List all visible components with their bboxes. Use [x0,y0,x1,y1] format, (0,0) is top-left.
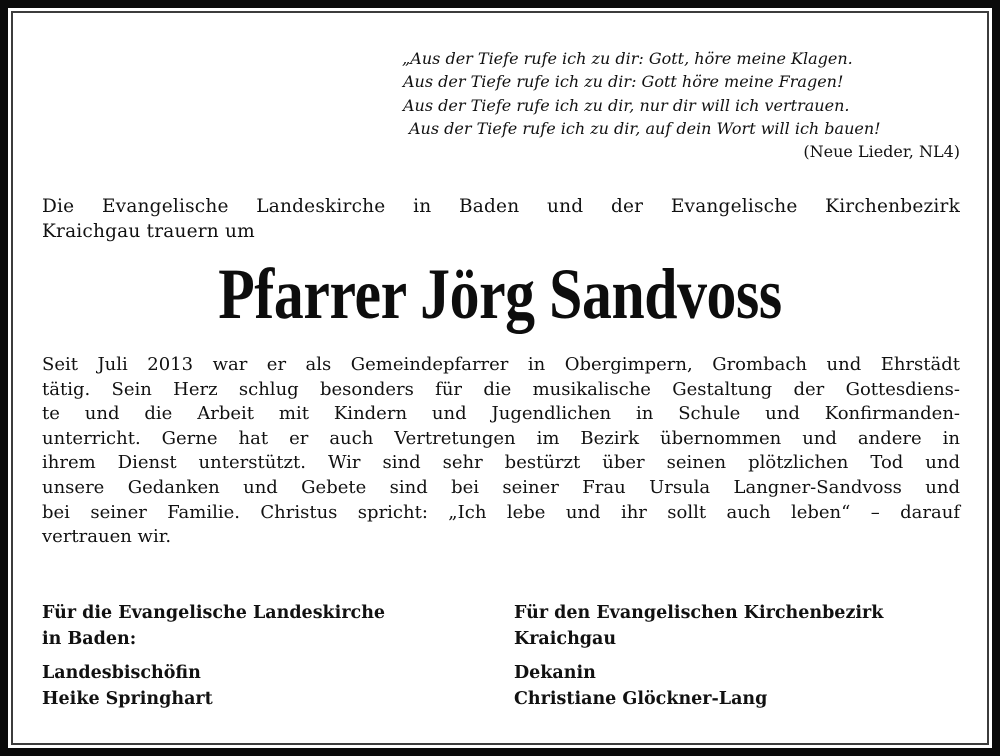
body-line: unsere Gedanken und Gebete sind bei seiner Frau Ursula Langner-Sandvoss und [42,476,960,498]
signature-org-line: in Baden: [42,629,137,649]
obituary-body [42,353,960,550]
signature-spacer [42,652,482,660]
signature-person: Heike Springhart [42,689,213,709]
signature-kirchenbezirk [514,600,964,712]
body-line: te und die Arbeit mit Kindern und Jugendlichen in Schule und Konfirmanden- [42,403,960,425]
signature-org-line: Für den Evangelischen Kirchenbezirk [514,603,884,623]
signature-person: Christiane Glöckner-Lang [514,689,768,709]
intro-line: Kraichgau trauern um [42,221,255,242]
signature-org-line: Für die Evangelische Landeskirche [42,603,386,623]
body-line: unterricht. Gerne hat er auch Vertretungen im Bezirk übernommen und andere in [42,427,960,449]
quote-source: (Neue Lieder, NL4) [803,142,960,162]
body-line: ihrem Dienst unterstützt. Wir sind sehr bestürzt über seinen plötzlichen Tod und [42,452,960,474]
quote-line: „Aus der Tiefe rufe ich zu dir: Gott, höre meine Klagen. [402,49,853,68]
body-line: vertrauen wir. [42,526,172,548]
quote-line: Aus der Tiefe rufe ich zu dir, auf dein Wort will ich bauen! [409,118,881,138]
intro-text [42,194,960,244]
signature-org-line: Kraichgau [514,629,617,649]
bible-quote [380,47,960,163]
signature-landeskirche [42,600,482,712]
body-line: Seit Juli 2013 war er als Gemeindepfarrer in Obergimpern, Grombach und Ehrstädt [42,354,960,375]
body-line: bei seiner Familie. Christus spricht: „Ich lebe und ihr sollt auch leben“ – darauf [42,501,960,523]
quote-line: Aus der Tiefe rufe ich zu dir: Gott höre meine Fragen! [403,72,844,92]
deceased-name-heading: Pfarrer Jörg Sandvoss [218,254,782,334]
signature-role: Dekanin [514,663,596,683]
body-line: tätig. Sein Herz schlug besonders für die musikalische Gestaltung der Gottesdiens- [42,378,960,400]
quote-line: Aus der Tiefe rufe ich zu dir, nur dir will ich vertrauen. [403,95,850,115]
signature-spacer [514,652,964,660]
intro-line: Die Evangelische Landeskirche in Baden und der Evangelische Kirchenbezirk [42,196,960,217]
signature-role: Landesbischöfin [42,663,201,683]
